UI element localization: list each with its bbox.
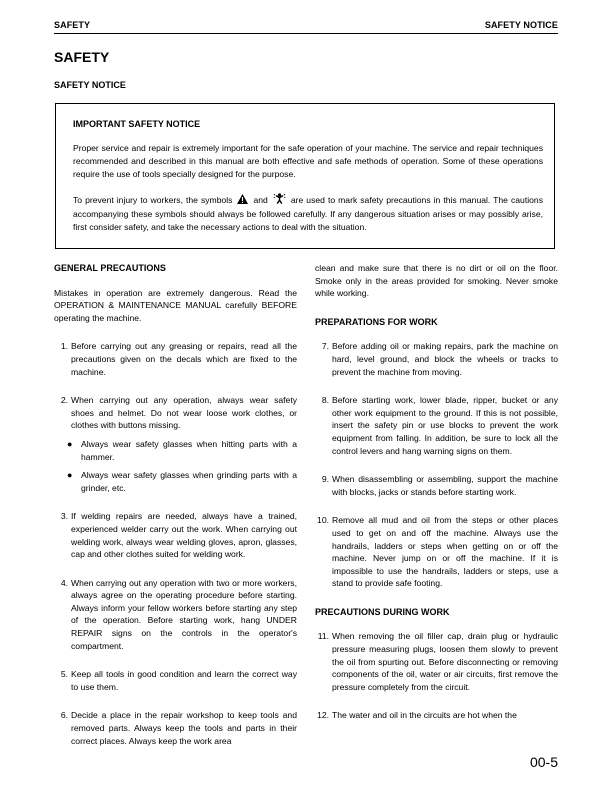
bullet-dot-icon: ● xyxy=(67,438,73,449)
notice-paragraph-2-start: To prevent injury to workers, the symbols xyxy=(73,195,236,205)
right-column xyxy=(315,262,558,722)
item-number: 1. xyxy=(60,341,68,352)
item-number: 7. xyxy=(321,341,329,352)
page-number: 00-5 xyxy=(529,754,558,770)
item-number: 8. xyxy=(321,395,329,406)
list-item xyxy=(54,709,297,747)
item-text: Remove all mud and oil from the steps or other places used to get on and off the machine. Always use the handrails, ladders or steps when getting on or off the machine. Never jump on or off the machine. If it is impossible to use the handrails, ladders or steps, use a stand to provide safe footing. xyxy=(332,515,558,589)
item-number: 6. xyxy=(60,710,68,721)
list-item xyxy=(315,514,558,590)
left-column xyxy=(54,262,297,747)
important-safety-notice-box xyxy=(55,103,555,249)
preparations-heading: PREPARATIONS FOR WORK xyxy=(315,316,438,327)
item-text: Decide a place in the repair workshop to keep tools and removed parts. Always keep the tools and parts in their correct places. Always keep the work area xyxy=(71,710,297,746)
item-text: Keep all tools in good condition and learn the correct way to use them. xyxy=(71,669,297,692)
precautions-during-work-heading: PRECAUTIONS DURING WORK xyxy=(315,606,450,617)
general-intro: Mistakes in operation are extremely dangerous. Read the OPERATION & MAINTENANCE MANUAL carefully BEFORE operating the machine. xyxy=(54,287,297,323)
bullet-item xyxy=(54,438,297,463)
page-title: SAFETY xyxy=(54,49,110,65)
item-number: 3. xyxy=(60,511,68,522)
item-text: When carrying out any operation with two or more workers, always agree on the operating procedure before starting. Always inform your fellow workers before starting any step of the operation. Before starting work, hang UNDER REPAIR signs on the controls in the operator's compartment. xyxy=(71,577,297,651)
running-header-left: SAFETY xyxy=(54,20,91,30)
worker-caution-icon xyxy=(273,193,286,208)
item-text: When disassembling or assembling, support the machine with blocks, jacks or stands before starting work. xyxy=(332,474,558,497)
item-number: 2. xyxy=(60,395,68,406)
item-number: 12. xyxy=(317,710,329,721)
notice-paragraph-2-and: and xyxy=(250,195,271,205)
notice-paragraph-2-end: are used to mark safety precautions in this manual. The cautions accompanying these symbols should always be followed carefully. If any dangerous situation arises or may possibly arise, first consider safety, and take the necessary actions to deal with the situation. xyxy=(73,195,543,232)
bullet-dot-icon: ● xyxy=(67,470,73,481)
list-item xyxy=(315,340,558,378)
continued-text: clean and make sure that there is no dirt or oil on the floor. Smoke only in the areas provided for smoking. Never smoke while working. xyxy=(315,263,558,299)
item-text: When removing the oil filler cap, drain plug or hydraulic pressure measuring plugs, loosen them slowly to prevent the oil from spurting out. Before disconnecting or removing components of the oil, water or air circuits, first remove the pressure completely from the circuit. xyxy=(332,631,558,692)
bullet-text: Always wear safety glasses when grinding parts with a grinder, etc. xyxy=(81,470,297,493)
notice-title: IMPORTANT SAFETY NOTICE xyxy=(73,119,201,129)
bullet-text: Always wear safety glasses when hitting parts with a hammer. xyxy=(81,438,297,462)
header-rule xyxy=(54,33,558,34)
list-item xyxy=(54,340,297,378)
item-text: If welding repairs are needed, always have a trained, experienced welder carry out the work. When carrying out welding work, always wear welding gloves, apron, glasses, cap and other clothes suited for welding work. xyxy=(71,511,297,560)
list-item xyxy=(54,668,297,693)
item-text: The water and oil in the circuits are hot when the xyxy=(332,710,517,721)
item-number: 5. xyxy=(60,669,68,680)
item-number: 10. xyxy=(317,515,329,526)
warning-triangle-icon xyxy=(237,194,248,208)
notice-paragraph-1: Proper service and repair is extremely important for the safe operation of your machine. The service and repair techniques recommended and described in this manual are both effective and safe methods of operation. Some of these operations require the use of tools specially designed for the purpose. xyxy=(73,143,543,179)
general-precautions-heading: GENERAL PRECAUTIONS xyxy=(54,263,166,273)
item-number: 9. xyxy=(321,474,329,485)
item-text: Before carrying out any greasing or repairs, read all the precautions given on the decals which are fixed to the machine. xyxy=(71,341,297,377)
list-item xyxy=(315,473,558,498)
item-text: When carrying out any operation, always wear safety shoes and helmet. Do not wear loose work clothes, or clothes with buttons missing. xyxy=(71,395,297,431)
list-item xyxy=(315,630,558,693)
list-item xyxy=(54,577,297,653)
notice-paragraph-2 xyxy=(73,193,543,233)
item-number: 4. xyxy=(60,577,68,588)
item-number: 11. xyxy=(317,631,329,642)
list-item xyxy=(54,510,297,560)
item-text: Before adding oil or making repairs, park the machine on hard, level ground, and block the wheels or tracks to prevent the machine from moving. xyxy=(332,341,558,377)
running-header-right: SAFETY NOTICE xyxy=(484,20,558,30)
item-text: Before starting work, lower blade, ripper, bucket or any other work equipment to the ground. If this is not possible, insert the safety pin or use blocks to prevent the work equipment from falling. In addition, be sure to lock all the control levers and hang warning signs on them. xyxy=(332,395,558,456)
list-item xyxy=(315,709,558,722)
section-subtitle: SAFETY NOTICE xyxy=(54,80,126,90)
bullet-item xyxy=(54,469,297,494)
list-item xyxy=(315,394,558,457)
list-item xyxy=(54,394,297,432)
